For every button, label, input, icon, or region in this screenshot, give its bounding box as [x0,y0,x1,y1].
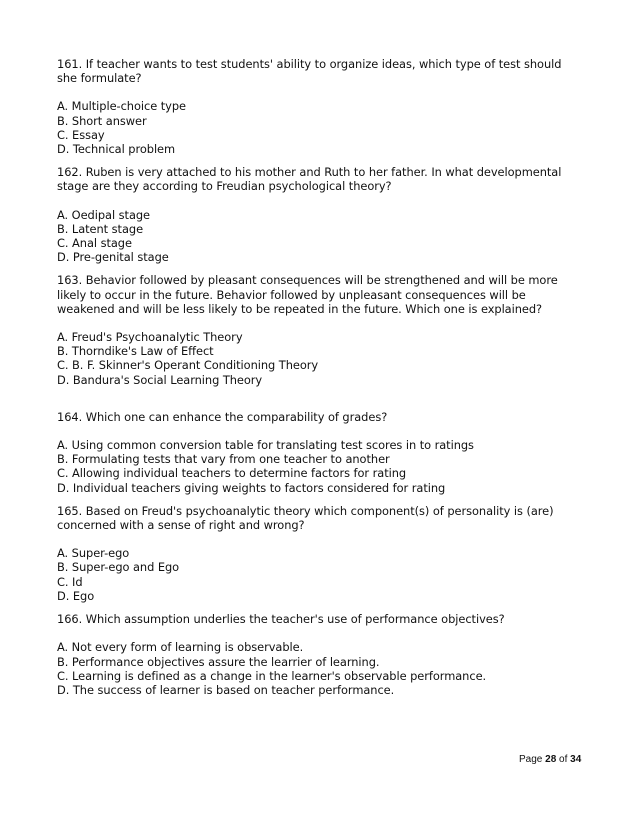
question-stem: 161. If teacher wants to test students' ability to organize ideas, which type of test should she formulate? [57,57,562,86]
question-stem: 166. Which assumption underlies the teacher's use of performance objectives? [57,612,505,627]
option-a: A. Multiple-choice type [57,99,186,114]
option-c: C. B. F. Skinner's Operant Conditioning Theory [57,358,319,373]
option-d: D. Pre-genital stage [57,250,169,265]
option-c: C. Learning is defined as a change in the learner's observable performance. [57,668,487,683]
option-d: D. Individual teachers giving weights to factors considered for rating [57,480,446,495]
page-number [519,754,581,765]
option-a: A. Not every form of learning is observable. [57,640,304,655]
question-stem: 164. Which one can enhance the comparability of grades? [57,409,388,424]
option-b: B. Super-ego and Ego [57,560,180,575]
page-prefix: Page [519,754,546,765]
option-a: A. Using common conversion table for translating test scores in to ratings [57,438,474,453]
total-pages: 34 [570,754,582,765]
option-d: D. Ego [57,588,95,603]
question-stem: 162. Ruben is very attached to his mother and Ruth to her father. In what developmental stage are they according to Freudian psychological theory? [57,165,562,194]
option-a: A. Freud's Psychoanalytic Theory [57,330,243,345]
question-stem: 163. Behavior followed by pleasant consequences will be strengthened and will be more likely to occur in the future. Behavior followed by unpleasant consequences will be weakened and will be less likely to be repeated in the future. Which one is explained? [57,273,558,316]
option-b: B. Performance objectives assure the learrier of learning. [57,654,380,669]
question-165 [57,504,582,603]
option-a: A. Oedipal stage [57,207,151,222]
option-c: C. Essay [57,127,105,142]
question-163 [57,273,582,386]
option-b: B. Formulating tests that vary from one teacher to another [57,452,390,467]
page-of: of [556,754,571,765]
option-d: D. Bandura's Social Learning Theory [57,372,263,387]
option-b: B. Thorndike's Law of Effect [57,344,214,359]
option-c: C. Allowing individual teachers to determine factors for rating [57,466,407,481]
question-166 [57,612,582,697]
option-b: B. Short answer [57,113,147,128]
question-162 [57,165,582,264]
question-stem: 165. Based on Freud's psychoanalytic theory which component(s) of personality is (are) concerned with a sense of right and wrong? [57,503,554,533]
question-164 [57,410,582,495]
option-c: C. Anal stage [57,236,132,251]
option-c: C. Id [57,574,83,589]
question-161 [57,57,582,156]
option-a: A. Super-ego [57,546,130,561]
option-d: D. Technical problem [57,142,176,157]
questions-list [57,57,582,706]
option-d: D. The success of learner is based on teacher performance. [57,682,395,697]
current-page: 28 [545,754,557,765]
option-b: B. Latent stage [57,221,144,236]
